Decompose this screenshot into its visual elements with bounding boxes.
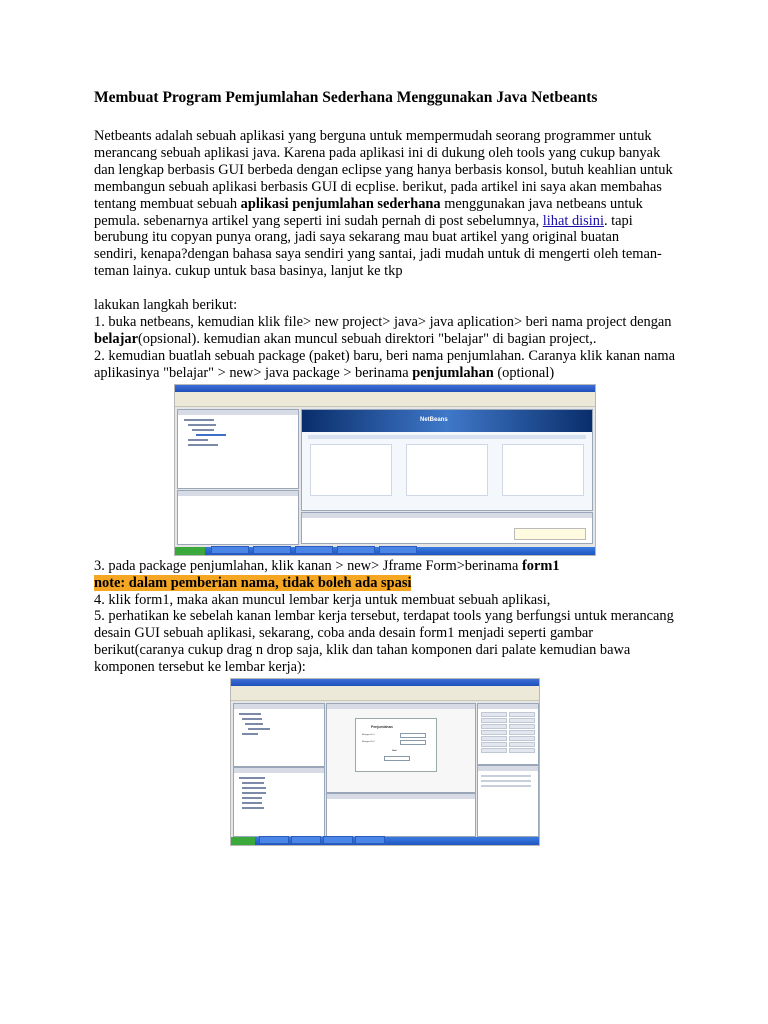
document-page — [94, 88, 684, 848]
intro-bold-app: aplikasi penjumlahan sederhana — [240, 195, 441, 212]
start-page — [301, 409, 593, 511]
steps-intro: lakukan langkah berikut: — [94, 297, 238, 314]
step-5: 5. perhatikan ke sebelah kanan lembar kerja tersebut, terdapat tools yang berfungsi untuk merancang desain GUI sebuah aplikasi, sekarang, coba anda desain form1 menjadi seperti gambar berikut(caranya cukup drag n drop saja, klik dan tahan komponen dari palate kemudian bawa komponen tersebut ke lembar kerja): — [94, 608, 674, 676]
taskbar — [175, 547, 595, 555]
intro-text-2: menggunakan java netbeans untuk pemula. sebenarnya artikel yang seperti ini sudah pernah di post sebelumnya, — [94, 195, 643, 229]
window-titlebar-2 — [231, 679, 539, 686]
step-1 — [94, 314, 684, 348]
step-2-text-2: (optional) — [493, 364, 555, 381]
intro-paragraph — [94, 128, 684, 246]
netbeans-logo: NetBeans — [420, 416, 448, 423]
input-bilangan-1[interactable] — [400, 733, 426, 738]
step-1-bold: belajar — [94, 330, 138, 347]
label-bilangan-1: Bilangan Ke-1 — [362, 734, 375, 737]
design-area — [326, 703, 476, 793]
window-toolbar — [175, 398, 595, 407]
navigator-panel — [177, 490, 299, 545]
paragraph-gap — [94, 280, 684, 297]
projects-panel-2 — [233, 703, 325, 767]
projects-panel — [177, 409, 299, 489]
netbeans-screenshot-2 — [230, 678, 540, 846]
step-2-text: 2. kemudian buatlah sebuah package (paket) baru, beri nama penjumlahan. Caranya klik kanan nama aplikasinya "belajar" > new> java package > berinama — [94, 347, 675, 381]
step-2 — [94, 348, 684, 382]
inspector-panel — [233, 767, 325, 837]
step-3 — [94, 558, 684, 575]
palette-panel — [477, 703, 539, 765]
step-4: 4. klik form1, maka akan muncul lembar kerja untuk membuat sebuah aplikasi, — [94, 591, 551, 608]
properties-panel — [477, 765, 539, 837]
form-title-label: Penjumlahan — [371, 725, 393, 730]
window-toolbar-2 — [231, 692, 539, 701]
intro-text-3: . tapi berubung itu copyan punya orang, jadi saya sekarang mau buat artikel yang original buatan — [94, 212, 633, 246]
note-highlight: note: dalam pemberian nama, tidak boleh ada spasi — [94, 574, 412, 591]
page-title: Membuat Program Pemjumlahan Sederhana Menggunakan Java Netbeants — [94, 89, 598, 106]
input-bilangan-2[interactable] — [400, 740, 426, 745]
intro-text-1: Netbeants adalah sebuah aplikasi yang berguna untuk mempermudah seorang programmer untuk merancang sebuah aplikasi java. Karena pada aplikasi ini di dukung oleh tools yang cukup banyak dan lengkap berbasis GUI berbeda dengan eclipse yang hanya berbasis konsol, butuh keahlian untuk membangun sebuah aplikasi berbasis GUI di ecplise. berikut, pada artikel ini saya akan membahas tentang membuat sebuah — [94, 128, 673, 212]
window-titlebar — [175, 385, 595, 392]
label-bilangan-2: Bilangan Ke-2 — [362, 741, 375, 744]
output-panel — [301, 512, 593, 544]
step-1-text-2: (opsional). kemudian akan muncul sebuah direktori "belajar" di bagian project,. — [137, 330, 597, 347]
taskbar-2 — [231, 837, 539, 845]
lihat-disini-link[interactable]: lihat disini — [542, 212, 604, 229]
hasil-button[interactable]: Hasil — [392, 750, 397, 753]
step-3-text: 3. pada package penjumlahan, klik kanan > new> Jframe Form>berinama — [94, 557, 522, 574]
intro-paragraph-2: sendiri, kenapa?dengan bahasa saya sendiri yang santai, jadi mudah untuk di mengerti oleh teman-teman lainya. cukup untuk basa basinya, lanjut ke tkp — [94, 246, 662, 280]
input-hasil[interactable] — [384, 756, 410, 761]
netbeans-screenshot-1 — [174, 384, 596, 556]
step-2-bold: penjumlahan — [412, 364, 494, 381]
note-line — [94, 575, 684, 592]
step-3-bold: form1 — [521, 557, 560, 574]
step-1-text: 1. buka netbeans, kemudian klik file> new project> java> java aplication> beri nama project dengan — [94, 314, 672, 331]
output-panel-2 — [326, 793, 476, 837]
